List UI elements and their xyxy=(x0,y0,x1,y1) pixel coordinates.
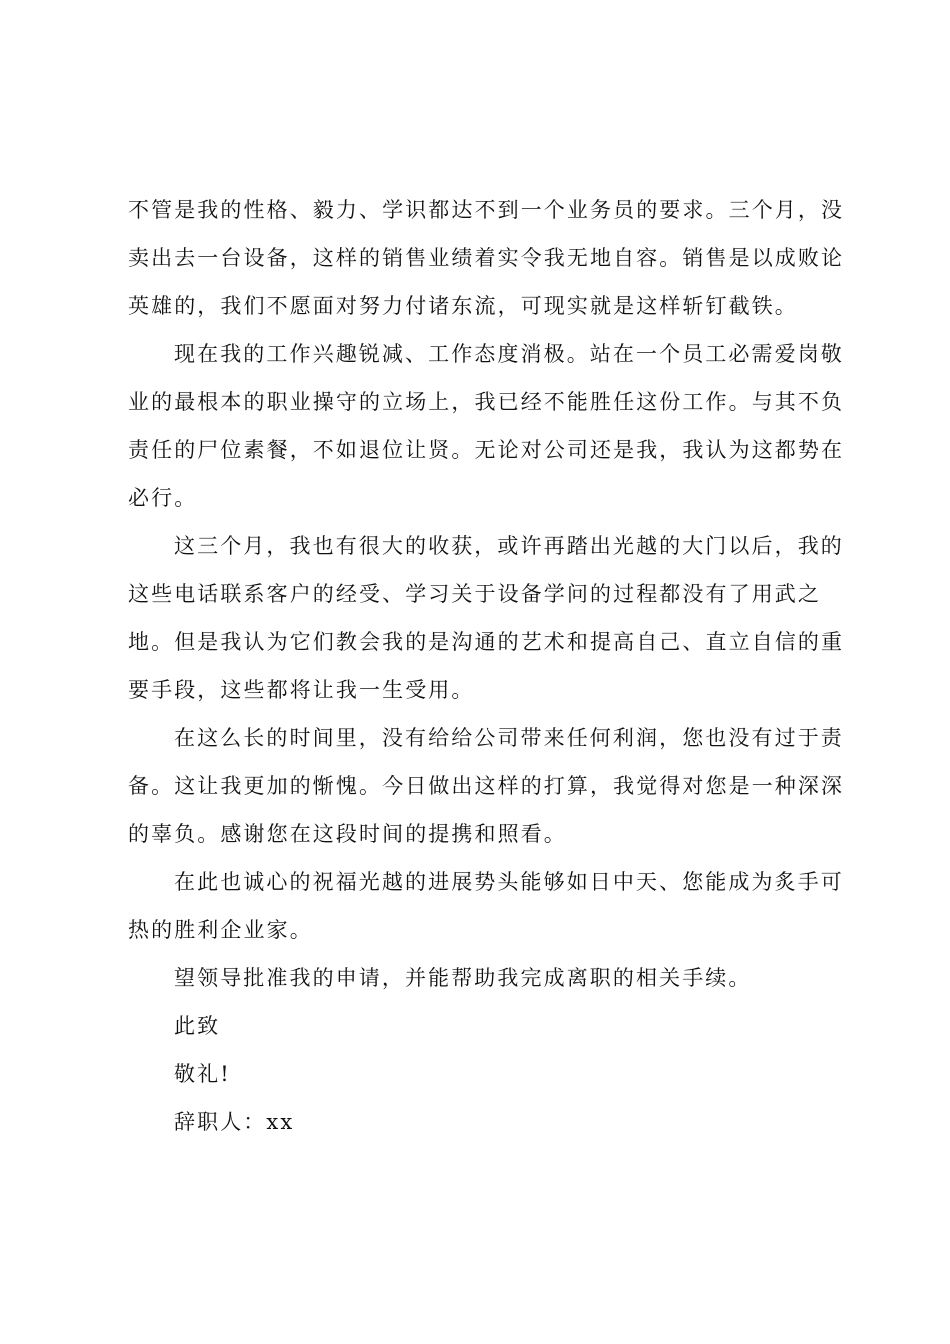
text-line: 业的最根本的职业操守的立场上，我已经不能胜任这份工作。与其不负 xyxy=(128,390,845,414)
text-line: 不管是我的性格、毅力、学识都达不到一个业务员的要求。三个月，没 xyxy=(128,198,845,222)
text-line: 英雄的，我们不愿面对努力付诸东流，可现实就是这样斩钉截铁。 xyxy=(128,294,798,318)
regards-line: 敬礼! xyxy=(174,1062,231,1086)
paragraph-start-line: 现在我的工作兴趣锐减、工作态度消极。站在一个员工必需爱岗敬 xyxy=(174,342,844,366)
paragraph-start-line: 在此也诚心的祝福光越的进展势头能够如日中天、您能成为炙手可 xyxy=(174,870,844,894)
text-line: 的辜负。感谢您在这段时间的提携和照看。 xyxy=(128,822,567,846)
text-line: 备。这让我更加的惭愧。今日做出这样的打算，我觉得对您是一种深深 xyxy=(128,774,845,798)
closing-request-line: 望领导批准我的申请，并能帮助我完成离职的相关手续。 xyxy=(174,966,752,990)
text-line: 要手段，这些都将让我一生受用。 xyxy=(128,678,475,702)
text-line: 这些电话联系客户的经受、学习关于设备学问的过程都没有了用武之 xyxy=(128,582,821,606)
text-line: 卖出去一台设备，这样的销售业绩着实令我无地自容。销售是以成败论 xyxy=(128,246,845,270)
text-line: 必行。 xyxy=(128,486,198,510)
paragraph-start-line: 这三个月，我也有很大的收获，或许再踏出光越的大门以后，我的 xyxy=(174,534,844,558)
document-body xyxy=(128,186,845,1146)
text-line: 责任的尸位素餐，不如退位让贤。无论对公司还是我，我认为这都势在 xyxy=(128,438,845,462)
paragraph-start-line: 在这么长的时间里，没有给给公司带来任何利润，您也没有过于责 xyxy=(174,726,844,750)
text-line: 热的胜利企业家。 xyxy=(128,918,313,942)
signature-line: 辞职人：xx xyxy=(174,1110,295,1134)
salutation-line: 此致 xyxy=(174,1014,221,1038)
text-line: 地。但是我认为它们教会我的是沟通的艺术和提高自己、直立自信的重 xyxy=(128,630,845,654)
